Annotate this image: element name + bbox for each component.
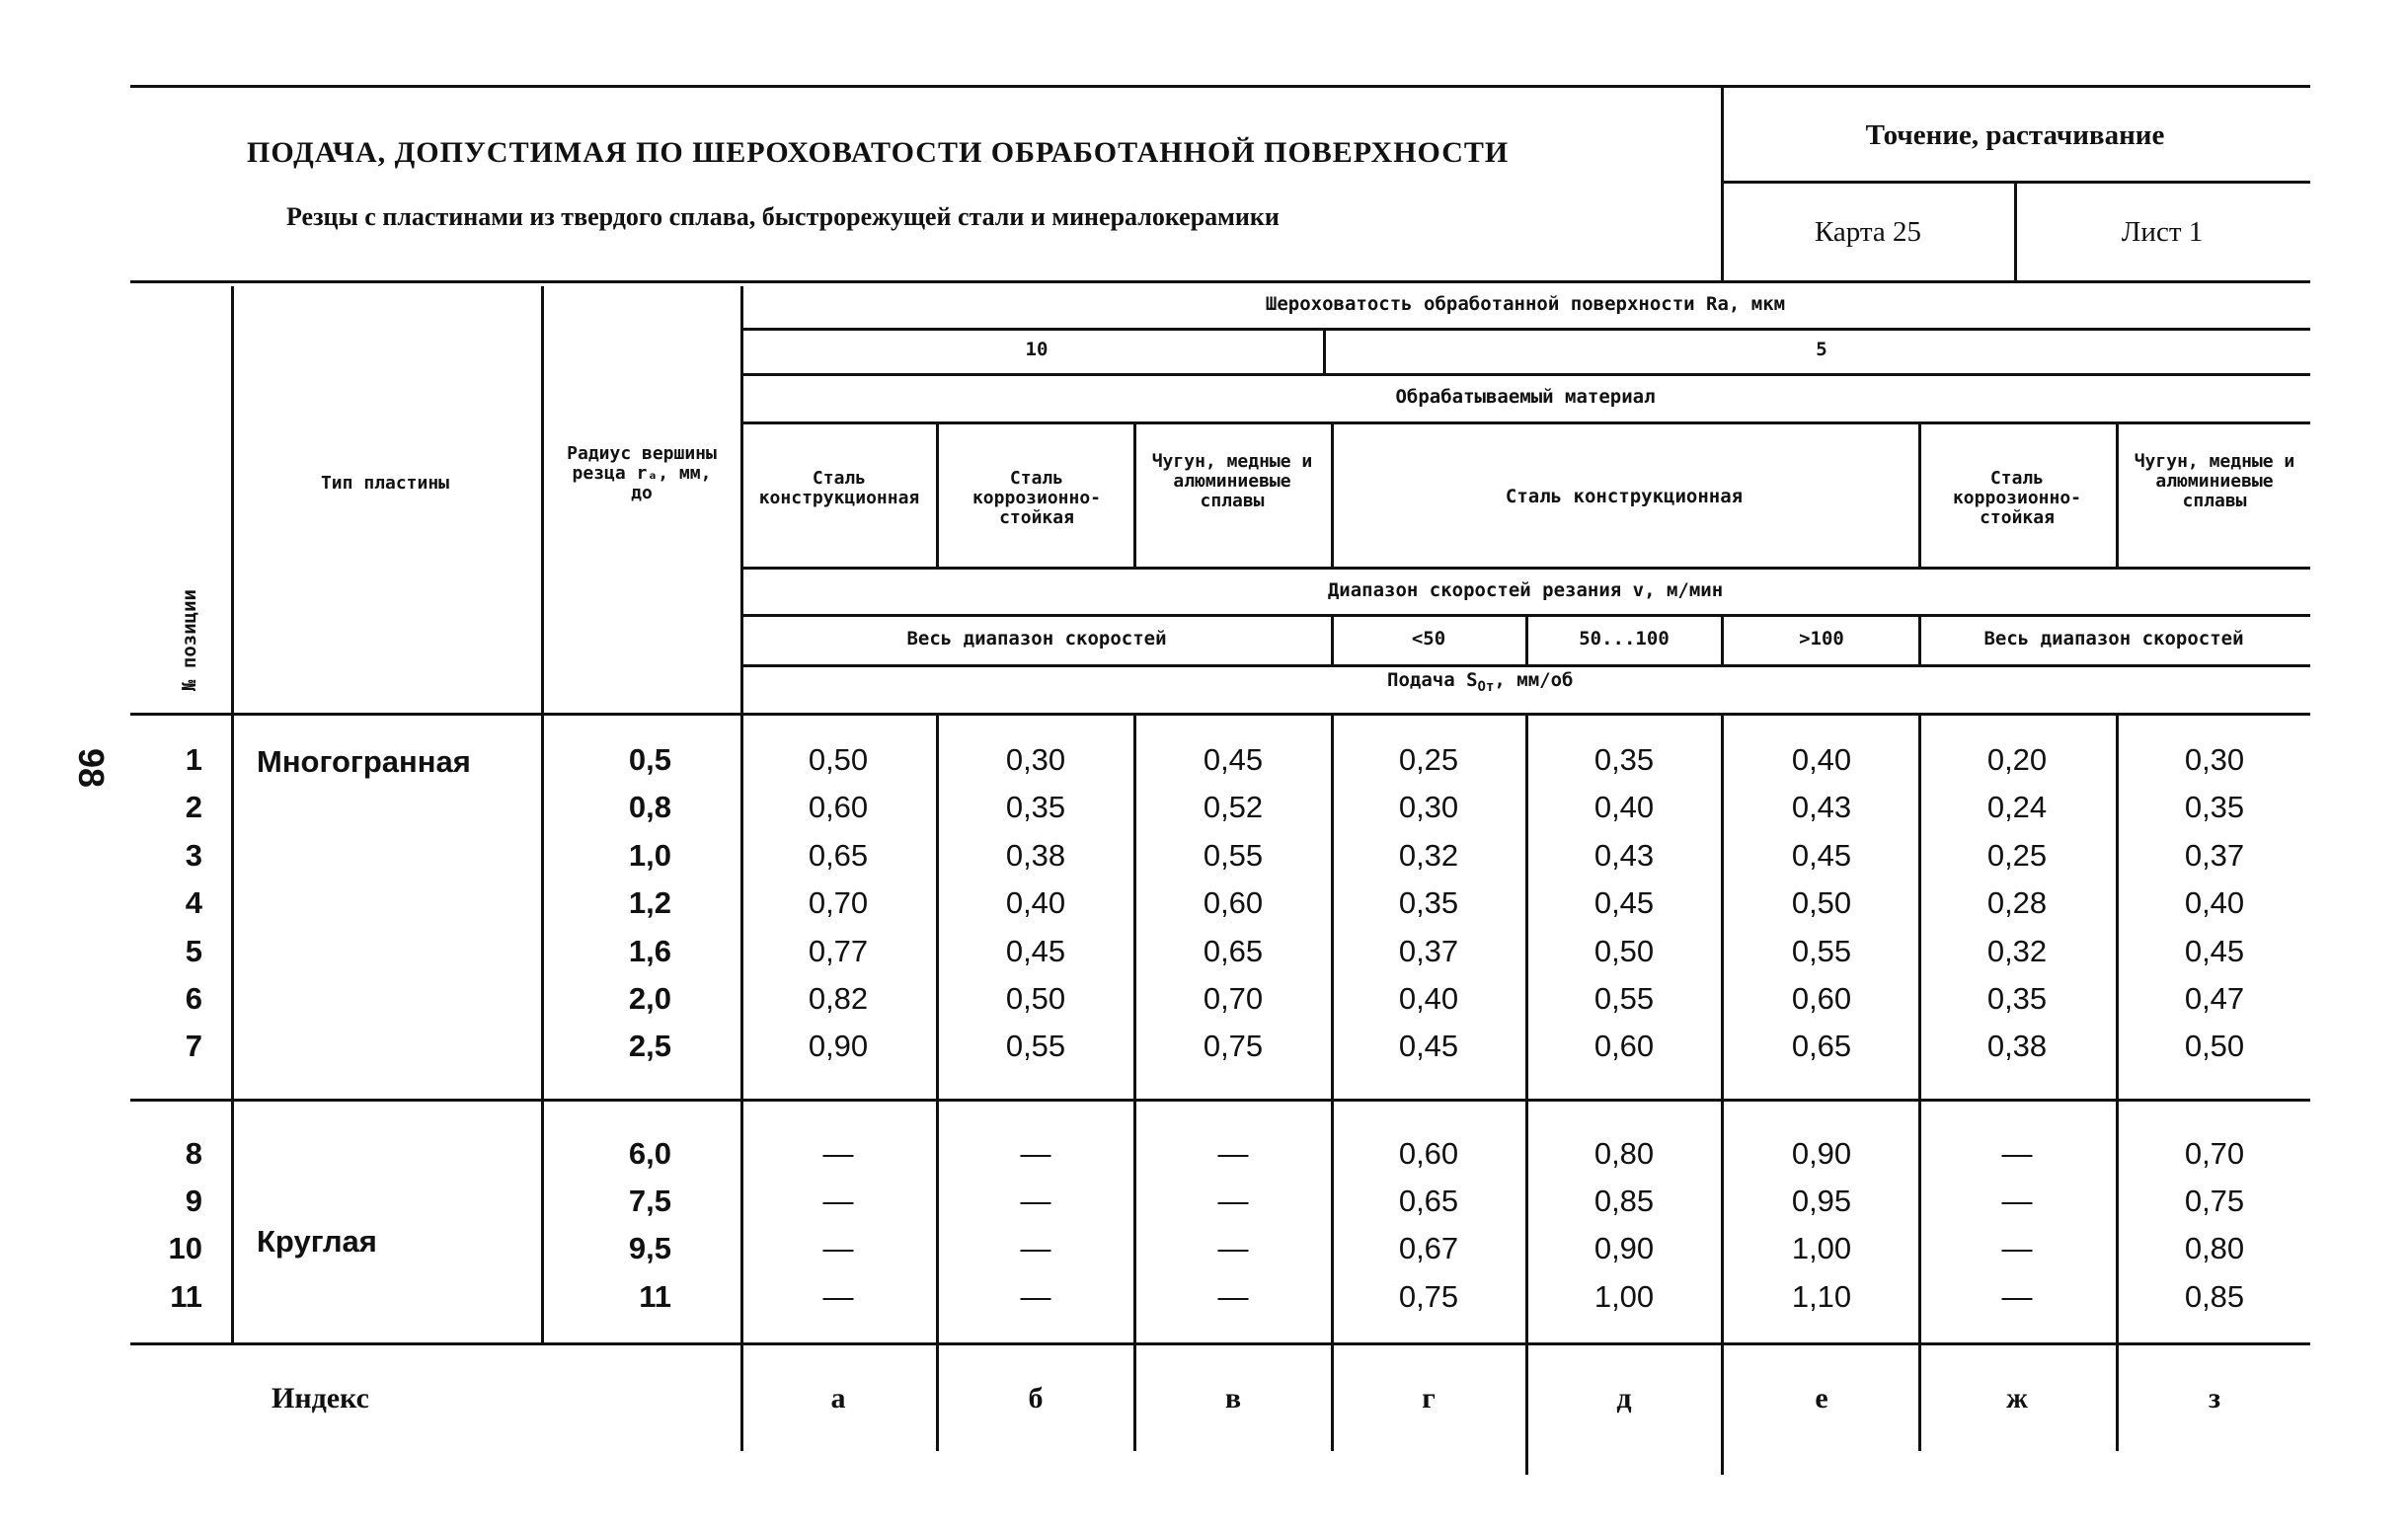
feed-cell-d: 0,75 bbox=[1398, 1279, 1459, 1314]
feed-cell-g: — bbox=[2001, 1279, 2033, 1314]
row-number: 11 bbox=[170, 1279, 202, 1314]
row-number: 5 bbox=[185, 934, 202, 968]
index-value: з bbox=[2208, 1382, 2221, 1414]
row-number: 8 bbox=[185, 1136, 202, 1171]
body-v-fg bbox=[1918, 715, 1921, 1451]
radius-value: 2,5 bbox=[628, 1029, 671, 1063]
col-line-position bbox=[231, 286, 234, 1342]
feed-cell-h: 0,80 bbox=[2184, 1231, 2245, 1265]
hdr-rule-4 bbox=[740, 567, 2310, 570]
feed-cell-a: — bbox=[822, 1279, 854, 1314]
material-c: Чугун, медные и алюминиевые сплавы bbox=[1151, 451, 1313, 511]
feed-cell-h: 0,40 bbox=[2184, 885, 2245, 920]
radius-header: Радиус вершины резца rₐ, мм, до bbox=[567, 443, 717, 503]
feed-cell-b: 0,40 bbox=[1005, 885, 1066, 920]
header-divider bbox=[1721, 87, 1724, 280]
feed-cell-d: 0,60 bbox=[1398, 1136, 1459, 1171]
hdr-v-speed1 bbox=[1331, 616, 1334, 664]
material-b: Сталь коррозионно-стойкая bbox=[971, 468, 1102, 528]
feed-cell-a: 0,50 bbox=[808, 742, 869, 777]
feed-cell-f: 1,00 bbox=[1791, 1231, 1852, 1265]
speed-all-left: Весь диапазон скоростей bbox=[906, 628, 1167, 650]
feed-cell-a: — bbox=[822, 1136, 854, 1171]
row-number: 9 bbox=[185, 1184, 202, 1218]
material-zh: Сталь коррозионно-стойкая bbox=[1952, 468, 2082, 528]
index-value: д bbox=[1616, 1382, 1632, 1414]
feed-cell-b: 0,45 bbox=[1005, 934, 1066, 968]
feed-cell-f: 0,55 bbox=[1791, 934, 1852, 968]
index-value: в bbox=[1224, 1382, 1242, 1414]
feed-cell-a: — bbox=[822, 1231, 854, 1265]
feed-cell-h: 0,45 bbox=[2184, 934, 2245, 968]
page-number: 98 bbox=[71, 748, 112, 789]
feed-cell-a: 0,77 bbox=[808, 934, 869, 968]
feed-cell-e: 0,80 bbox=[1593, 1136, 1655, 1171]
feed-unit: , мм/об bbox=[1494, 669, 1574, 691]
feed-cell-a: 0,65 bbox=[808, 838, 869, 873]
plate-type-header: Тип пластины bbox=[320, 473, 450, 494]
row-number: 1 bbox=[185, 742, 202, 777]
feed-cell-d: 0,30 bbox=[1398, 790, 1459, 824]
feed-cell-c: 0,65 bbox=[1203, 934, 1264, 968]
body-v-cd bbox=[1331, 715, 1334, 1451]
feed-cell-g: 0,32 bbox=[1986, 934, 2048, 968]
feed-cell-f: 0,60 bbox=[1791, 981, 1852, 1016]
feed-cell-d: 0,40 bbox=[1398, 981, 1459, 1016]
feed-cell-e: 0,43 bbox=[1593, 838, 1655, 873]
body-v-ef bbox=[1721, 715, 1724, 1475]
hdr-rule-6 bbox=[740, 664, 2310, 667]
body-v-de bbox=[1525, 715, 1528, 1475]
hdr-v-speed4 bbox=[1918, 616, 1921, 664]
page-subtitle: Резцы с пластинами из твердого сплава, быстрорежущей стали и минералокерамики bbox=[286, 202, 1280, 231]
radius-value: 2,0 bbox=[628, 981, 671, 1016]
feed-cell-e: 1,00 bbox=[1593, 1279, 1655, 1314]
feed-cell-f: 0,50 bbox=[1791, 885, 1852, 920]
feed-cell-g: — bbox=[2001, 1136, 2033, 1171]
feed-cell-e: 0,35 bbox=[1593, 742, 1655, 777]
row-number: 7 bbox=[185, 1029, 202, 1063]
feed-cell-h: 0,70 bbox=[2184, 1136, 2245, 1171]
radius-value: 1,2 bbox=[628, 885, 671, 920]
feed-cell-c: 0,45 bbox=[1203, 742, 1264, 777]
material-z: Чугун, медные и алюминиевые сплавы bbox=[2134, 451, 2295, 511]
table-top-rule bbox=[130, 280, 2310, 283]
feed-cell-f: 0,95 bbox=[1791, 1184, 1852, 1218]
feed-cell-g: — bbox=[2001, 1184, 2033, 1218]
feed-cell-f: 0,40 bbox=[1791, 742, 1852, 777]
feed-cell-c: 0,70 bbox=[1203, 981, 1264, 1016]
material-a: Сталь конструкционная bbox=[758, 468, 920, 508]
radius-value: 1,0 bbox=[628, 838, 671, 873]
speed-range-header: Диапазон скоростей резания v, м/мин bbox=[1327, 579, 1724, 601]
row-number: 2 bbox=[185, 790, 202, 824]
radius-value: 9,5 bbox=[628, 1231, 671, 1265]
hdr-v-fg bbox=[1918, 423, 1921, 567]
plate-type-polygonal: Многогранная bbox=[257, 744, 471, 779]
index-value: г bbox=[1422, 1382, 1436, 1414]
feed-cell-b: 0,50 bbox=[1005, 981, 1066, 1016]
index-value: ж bbox=[2006, 1382, 2028, 1414]
body-v-bc bbox=[1133, 715, 1136, 1451]
feed-cell-f: 0,45 bbox=[1791, 838, 1852, 873]
body-v-gh bbox=[2116, 715, 2119, 1451]
feed-cell-d: 0,45 bbox=[1398, 1029, 1459, 1063]
body-top-rule bbox=[130, 713, 2310, 716]
feed-header bbox=[1387, 669, 1573, 695]
feed-cell-a: 0,82 bbox=[808, 981, 869, 1016]
feed-cell-a: — bbox=[822, 1184, 854, 1218]
feed-cell-d: 0,65 bbox=[1398, 1184, 1459, 1218]
feed-cell-f: 0,65 bbox=[1791, 1029, 1852, 1063]
feed-cell-b: 0,30 bbox=[1005, 742, 1066, 777]
group-separator bbox=[130, 1099, 2310, 1102]
feed-cell-f: 0,43 bbox=[1791, 790, 1852, 824]
row-number: 4 bbox=[185, 885, 202, 920]
feed-cell-h: 0,37 bbox=[2184, 838, 2245, 873]
feed-cell-b: — bbox=[1020, 1279, 1051, 1314]
roughness-header: Шероховатость обработанной поверхности Ra, мкм bbox=[1265, 293, 1786, 315]
feed-cell-h: 0,85 bbox=[2184, 1279, 2245, 1314]
feed-cell-d: 0,25 bbox=[1398, 742, 1459, 777]
feed-cell-c: 0,52 bbox=[1203, 790, 1264, 824]
feed-cell-g: 0,35 bbox=[1986, 981, 2048, 1016]
hdr-v-speed3 bbox=[1721, 616, 1724, 664]
feed-cell-a: 0,60 bbox=[808, 790, 869, 824]
feed-cell-b: — bbox=[1020, 1231, 1051, 1265]
hdr-v-bc bbox=[1133, 423, 1136, 567]
feed-subscript: От bbox=[1477, 678, 1495, 695]
index-value: б bbox=[1028, 1382, 1044, 1414]
card-label: Карта 25 bbox=[1814, 216, 1922, 248]
feed-cell-g: 0,28 bbox=[1986, 885, 2048, 920]
hdr-rule-2 bbox=[740, 373, 2310, 376]
hdr-v-ab bbox=[936, 423, 939, 567]
feed-cell-f: 1,10 bbox=[1791, 1279, 1852, 1314]
feed-cell-f: 0,90 bbox=[1791, 1136, 1852, 1171]
feed-cell-d: 0,67 bbox=[1398, 1231, 1459, 1265]
feed-cell-c: — bbox=[1217, 1136, 1249, 1171]
feed-cell-h: 0,30 bbox=[2184, 742, 2245, 777]
feed-cell-h: 0,50 bbox=[2184, 1029, 2245, 1063]
hdr-v-gh bbox=[2116, 423, 2119, 567]
feed-cell-c: 0,75 bbox=[1203, 1029, 1264, 1063]
feed-cell-g: 0,25 bbox=[1986, 838, 2048, 873]
feed-cell-g: 0,20 bbox=[1986, 742, 2048, 777]
feed-cell-c: — bbox=[1217, 1184, 1249, 1218]
col-line-radius bbox=[740, 286, 743, 1451]
feed-cell-e: 0,40 bbox=[1593, 790, 1655, 824]
feed-cell-c: — bbox=[1217, 1231, 1249, 1265]
feed-cell-e: 0,85 bbox=[1593, 1184, 1655, 1218]
feed-cell-a: 0,90 bbox=[808, 1029, 869, 1063]
speed-50-100: 50...100 bbox=[1579, 628, 1670, 650]
feed-cell-d: 0,37 bbox=[1398, 934, 1459, 968]
feed-cell-b: 0,38 bbox=[1005, 838, 1066, 873]
feed-cell-e: 0,50 bbox=[1593, 934, 1655, 968]
index-value: е bbox=[1815, 1382, 1828, 1414]
index-label: Индекс bbox=[272, 1382, 369, 1414]
feed-cell-h: 0,75 bbox=[2184, 1184, 2245, 1218]
feed-cell-b: 0,55 bbox=[1005, 1029, 1066, 1063]
page-title: ПОДАЧА, ДОПУСТИМАЯ ПО ШЕРОХОВАТОСТИ ОБРАБОТАННОЙ ПОВЕРХНОСТИ bbox=[247, 136, 1510, 169]
speed-all-right: Весь диапазон скоростей bbox=[1983, 628, 2244, 650]
row-number: 10 bbox=[168, 1231, 202, 1265]
hdr-v-roughness bbox=[1323, 330, 1326, 373]
feed-cell-e: 0,60 bbox=[1593, 1029, 1655, 1063]
radius-value: 1,6 bbox=[628, 934, 671, 968]
feed-cell-a: 0,70 bbox=[808, 885, 869, 920]
feed-cell-h: 0,35 bbox=[2184, 790, 2245, 824]
speed-gt100: >100 bbox=[1799, 628, 1844, 650]
header-box-divider bbox=[2014, 183, 2017, 280]
feed-cell-g: — bbox=[2001, 1231, 2033, 1265]
hdr-rule-1 bbox=[740, 328, 2310, 331]
row-number: 6 bbox=[185, 981, 202, 1016]
top-rule bbox=[130, 85, 2310, 88]
feed-cell-b: — bbox=[1020, 1136, 1051, 1171]
speed-lt50: <50 bbox=[1411, 628, 1446, 650]
feed-cell-e: 0,90 bbox=[1593, 1231, 1655, 1265]
material-header: Обрабатываемый материал bbox=[1395, 386, 1656, 408]
operation-label: Точение, растачивание bbox=[1865, 119, 2165, 151]
feed-cell-e: 0,45 bbox=[1593, 885, 1655, 920]
index-top-rule bbox=[130, 1342, 2310, 1345]
feed-cell-g: 0,38 bbox=[1986, 1029, 2048, 1063]
radius-value: 11 bbox=[639, 1279, 671, 1314]
roughness-5: 5 bbox=[1816, 339, 1827, 360]
radius-value: 7,5 bbox=[628, 1184, 671, 1218]
body-v-ab bbox=[936, 715, 939, 1451]
feed-cell-c: 0,55 bbox=[1203, 838, 1264, 873]
material-def: Сталь конструкционная bbox=[1505, 486, 1744, 507]
plate-type-round: Круглая bbox=[257, 1224, 377, 1259]
radius-value: 0,5 bbox=[628, 742, 671, 777]
col-line-type bbox=[541, 286, 544, 1342]
hdr-v-cd bbox=[1331, 423, 1334, 567]
row-number: 3 bbox=[185, 838, 202, 873]
hdr-v-speed2 bbox=[1525, 616, 1528, 664]
roughness-10: 10 bbox=[1025, 339, 1049, 360]
feed-cell-c: 0,60 bbox=[1203, 885, 1264, 920]
feed-cell-c: — bbox=[1217, 1279, 1249, 1314]
feed-cell-b: — bbox=[1020, 1184, 1051, 1218]
radius-value: 6,0 bbox=[628, 1136, 671, 1171]
feed-cell-h: 0,47 bbox=[2184, 981, 2245, 1016]
feed-label: Подача S bbox=[1387, 669, 1478, 691]
index-value: а bbox=[830, 1382, 846, 1414]
feed-cell-b: 0,35 bbox=[1005, 790, 1066, 824]
feed-cell-d: 0,32 bbox=[1398, 838, 1459, 873]
hdr-rule-3 bbox=[740, 421, 2310, 424]
feed-cell-g: 0,24 bbox=[1986, 790, 2048, 824]
feed-cell-d: 0,35 bbox=[1398, 885, 1459, 920]
feed-cell-e: 0,55 bbox=[1593, 981, 1655, 1016]
sheet-label: Лист 1 bbox=[2121, 216, 2204, 248]
position-header: № позиции bbox=[179, 589, 200, 691]
radius-value: 0,8 bbox=[628, 790, 671, 824]
